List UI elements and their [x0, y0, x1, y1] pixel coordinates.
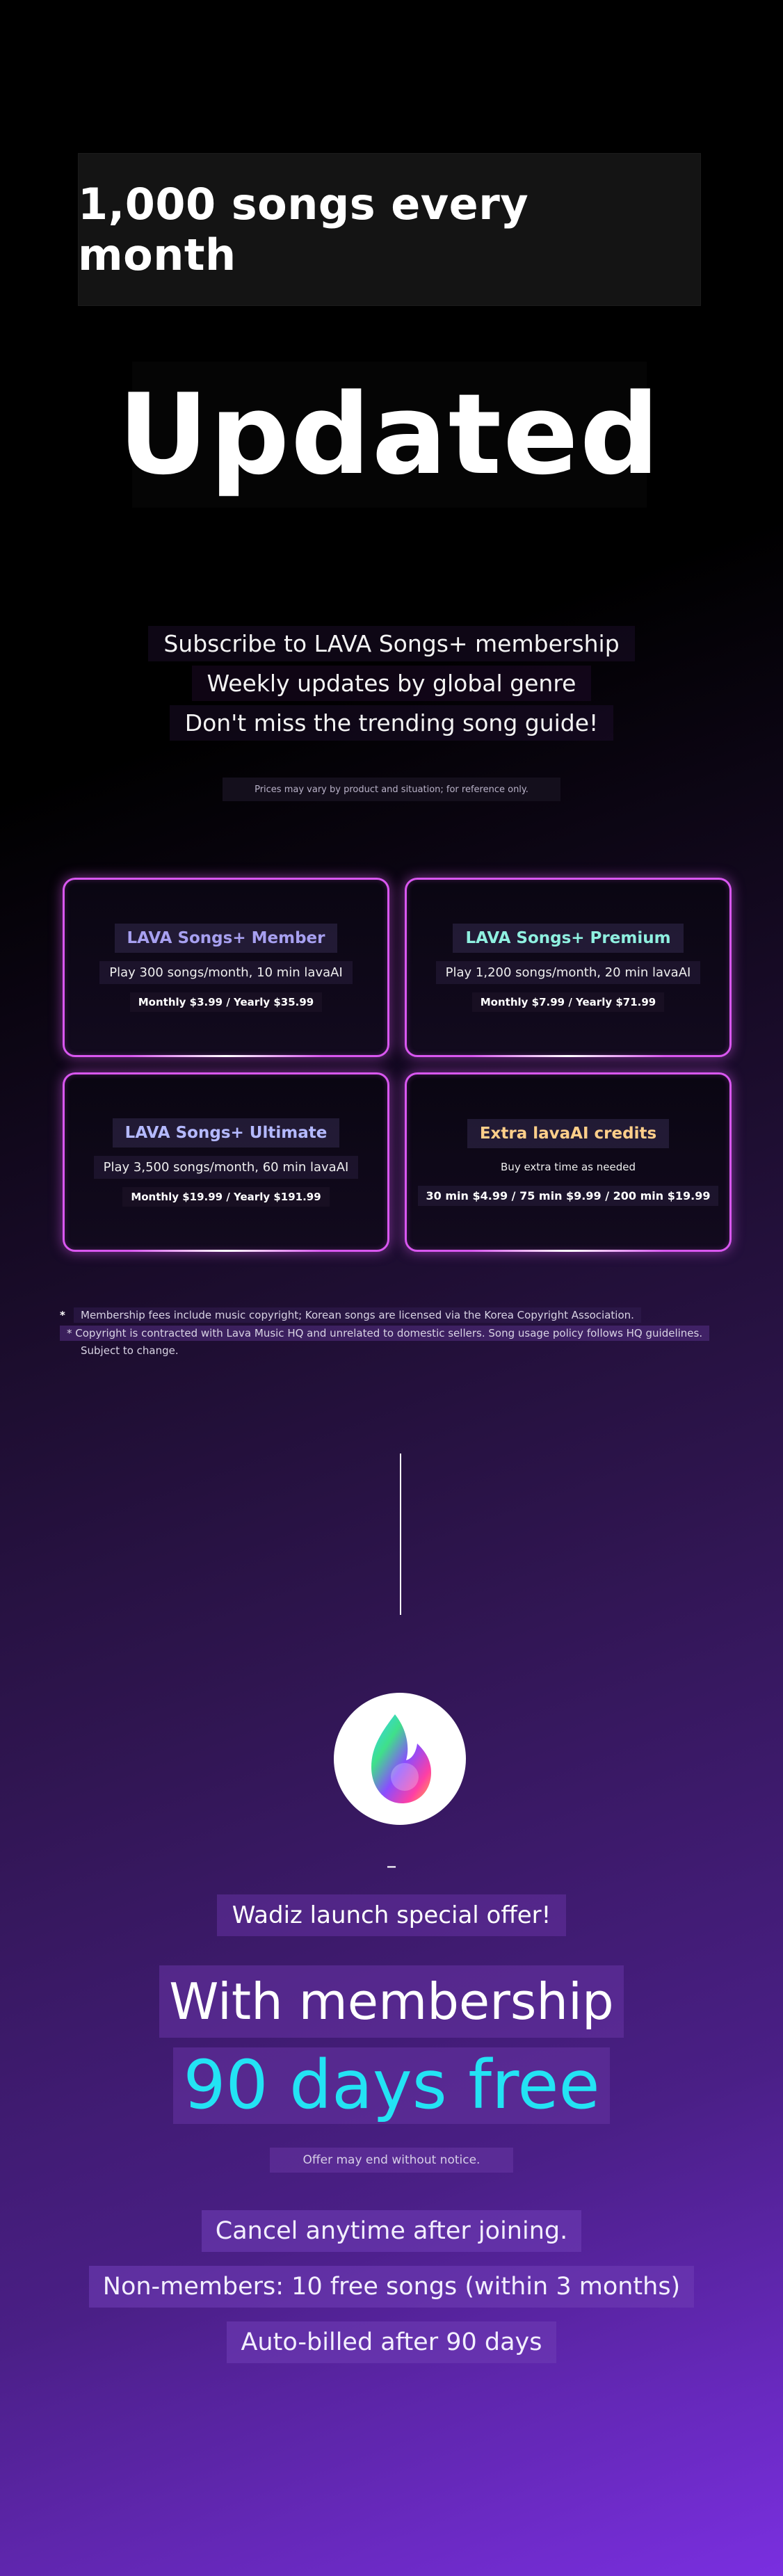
- plan-title: LAVA Songs+ Premium: [453, 924, 683, 953]
- cancel-anytime-text: Cancel anytime after joining.: [202, 2210, 581, 2252]
- plan-title: LAVA Songs+ Ultimate: [113, 1118, 340, 1148]
- offer-note: Offer may end without notice.: [270, 2148, 514, 2173]
- footnote-text: * Copyright is contracted with Lava Music HQ and unrelated to domestic sellers. Song usage policy follows HQ guidelines.: [60, 1326, 709, 1341]
- free-days-text: 90 days free: [173, 2047, 609, 2124]
- vertical-divider: [400, 1454, 401, 1615]
- auto-billed-text: Auto-billed after 90 days: [227, 2321, 556, 2363]
- flame-icon: [362, 1710, 438, 1808]
- subscribe-lines: [0, 626, 783, 741]
- with-membership-text: With membership: [159, 1965, 623, 2038]
- footnote-text: Membership fees include music copyright; Korean songs are licensed via the Korea Copyright Association.: [74, 1307, 641, 1323]
- price-notice: Prices may vary by product and situation; for reference only.: [223, 778, 560, 801]
- plan-card-member[interactable]: [63, 878, 389, 1057]
- non-members-text: Non-members: 10 free songs (within 3 months): [89, 2266, 694, 2308]
- plan-card-premium[interactable]: [405, 878, 732, 1057]
- plan-price: Monthly $7.99 / Yearly $71.99: [472, 992, 664, 1012]
- plan-card-credits[interactable]: [405, 1072, 732, 1252]
- subscribe-line-3: Don't miss the trending song guide!: [170, 705, 614, 741]
- footnote-3: Subject to change.: [81, 1344, 179, 1357]
- headline-banner: [78, 153, 701, 306]
- plan-title: Extra lavaAI credits: [467, 1119, 669, 1148]
- footnotes: [60, 1306, 727, 1359]
- separator-dash: –: [386, 1854, 397, 1878]
- plan-price: Monthly $3.99 / Yearly $35.99: [130, 992, 322, 1012]
- footnote-2: [60, 1324, 727, 1342]
- plan-desc: Play 300 songs/month, 10 min lavaAI: [99, 961, 353, 984]
- plan-cards: [63, 878, 732, 1252]
- plan-price: 30 min $4.99 / 75 min $9.99 / 200 min $19.99: [418, 1186, 719, 1206]
- plan-desc: Buy extra time as needed: [501, 1160, 636, 1173]
- updated-text: Updated: [118, 369, 661, 499]
- promo-label: Wadiz launch special offer!: [217, 1894, 567, 1936]
- plan-card-ultimate[interactable]: [63, 1072, 389, 1252]
- plan-title: LAVA Songs+ Member: [115, 924, 338, 953]
- updated-banner: [118, 362, 661, 508]
- plan-desc: Play 3,500 songs/month, 60 min lavaAI: [94, 1156, 359, 1179]
- lava-logo: [334, 1693, 466, 1825]
- subscribe-line-2: Weekly updates by global genre: [192, 666, 592, 701]
- promo-section: [0, 1894, 783, 2363]
- plan-price: Monthly $19.99 / Yearly $191.99: [122, 1187, 329, 1207]
- headline-text: 1,000 songs every month: [78, 179, 529, 280]
- subscribe-line-1: Subscribe to LAVA Songs+ membership: [148, 626, 634, 661]
- footnote-1: [60, 1306, 727, 1324]
- footnote-star: *: [60, 1309, 65, 1321]
- plan-desc: Play 1,200 songs/month, 20 min lavaAI: [436, 961, 701, 984]
